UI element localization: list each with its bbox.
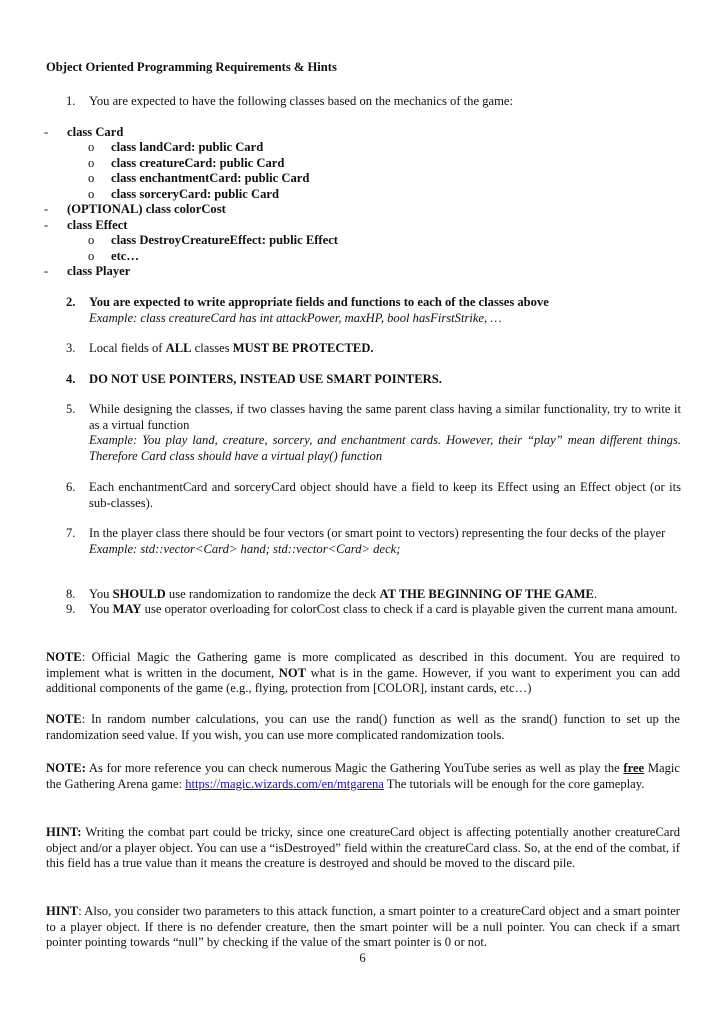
item-8-text: You SHOULD use randomization to randomize the deck AT THE BEGINNING OF THE GAME.	[89, 587, 598, 601]
circle-bullet: o	[88, 233, 95, 247]
class-destroycreatureeffect: class DestroyCreatureEffect: public Effect	[111, 233, 338, 247]
circle-bullet: o	[88, 249, 95, 263]
item-5	[89, 402, 681, 464]
page-number: 6	[359, 951, 366, 965]
note-3: NOTE: As for more reference you can check numerous Magic the Gathering YouTube series as well as play the free Magic the Gathering Arena game: https://magic.wizards.com/en/mtgarena The tutorials will be enough for the core gameplay.	[46, 761, 680, 791]
item-7-number: 7.	[66, 526, 76, 540]
item-4-number: 4.	[66, 372, 76, 386]
dash-bullet: -	[44, 264, 49, 278]
item-8-number: 8.	[66, 587, 76, 601]
item-3-number: 3.	[66, 341, 76, 355]
hint-1: HINT: Writing the combat part could be tricky, since one creatureCard object is affecting potentially another creatureCard object and/or a player object. You can use a “isDestroyed” field within the creatureCard class. So, at the end of the combat, if this field has a true value than it means the creature is destroyed and should be moved to the discard pile.	[46, 825, 680, 871]
item-1-number: 1.	[66, 94, 76, 108]
class-enchantmentcard: class enchantmentCard: public Card	[111, 171, 310, 185]
note-1: NOTE: Official Magic the Gathering game is more complicated as described in this document. You are required to implement what is written in the document, NOT what is in the game. However, if you want to experiment you can add additional components of the game (e.g., flying, protection from [COLOR], instant cards, etc…)	[46, 650, 681, 696]
section-heading: Object Oriented Programming Requirements & Hints	[46, 60, 337, 74]
item-9-text: You MAY use operator overloading for colorCost class to check if a card is playable given the current mana amount.	[89, 602, 678, 616]
item-5-example: Example: You play land, creature, sorcery, and enchantment cards. However, their “play” mean different things. Therefore Card class should have a virtual play() function	[89, 433, 681, 463]
circle-bullet: o	[88, 187, 95, 201]
circle-bullet: o	[88, 156, 95, 170]
item-5-text: While designing the classes, if two classes having the same parent class having a similar functionality, try to write it as a virtual function	[89, 402, 681, 432]
dash-bullet: -	[44, 202, 49, 216]
item-2-text: You are expected to write appropriate fields and functions to each of the classes above	[89, 295, 549, 309]
item-4-text: DO NOT USE POINTERS, INSTEAD USE SMART POINTERS.	[89, 372, 442, 386]
item-2-example: Example: class creatureCard has int attackPower, maxHP, bool hasFirstStrike, …	[89, 310, 502, 325]
class-card: class Card	[67, 125, 124, 139]
circle-bullet: o	[88, 140, 95, 154]
hint-2: HINT: Also, you consider two parameters to this attack function, a smart pointer to a creatureCard object and a smart pointer to a player object. If there is no defender creature, then the smart pointer will be a null pointer. You can check if a smart pointer pointing towards “null” by checking if the value of the smart pointer is 0 or not.	[46, 904, 680, 950]
class-player: class Player	[67, 264, 131, 278]
item-7-text: In the player class there should be four vectors (or smart point to vectors) representing the four decks of the player	[89, 526, 666, 540]
free-text: free	[623, 761, 645, 775]
class-creaturecard: class creatureCard: public Card	[111, 156, 285, 170]
class-colorcost: (OPTIONAL) class colorCost	[67, 202, 226, 216]
item-9-number: 9.	[66, 602, 76, 616]
class-etc: etc…	[111, 249, 139, 263]
item-2-number: 2.	[66, 295, 76, 309]
dash-bullet: -	[44, 125, 49, 139]
item-7	[89, 526, 681, 557]
item-5-number: 5.	[66, 402, 76, 416]
class-landcard: class landCard: public Card	[111, 140, 264, 154]
note-2: NOTE: In random number calculations, you can use the rand() function as well as the srand() function to set up the randomization seed value. If you wish, you can use more complicated randomization tools.	[46, 712, 680, 742]
circle-bullet: o	[88, 171, 95, 185]
item-6-number: 6.	[66, 480, 76, 494]
dash-bullet: -	[44, 218, 49, 232]
item-6-text: Each enchantmentCard and sorceryCard object should have a field to keep its Effect using an Effect object (or its sub-classes).	[89, 480, 681, 510]
class-effect: class Effect	[67, 218, 128, 232]
class-sorcerycard: class sorceryCard: public Card	[111, 187, 280, 201]
item-3-text: Local fields of ALL classes MUST BE PROTECTED.	[89, 341, 374, 355]
item-1-text: You are expected to have the following classes based on the mechanics of the game:	[89, 94, 513, 108]
item-2	[89, 295, 681, 326]
item-7-example: Example: std::vector<Card> hand; std::vector<Card> deck;	[89, 541, 401, 556]
mtgarena-link[interactable]: https://magic.wizards.com/en/mtgarena	[185, 776, 384, 791]
